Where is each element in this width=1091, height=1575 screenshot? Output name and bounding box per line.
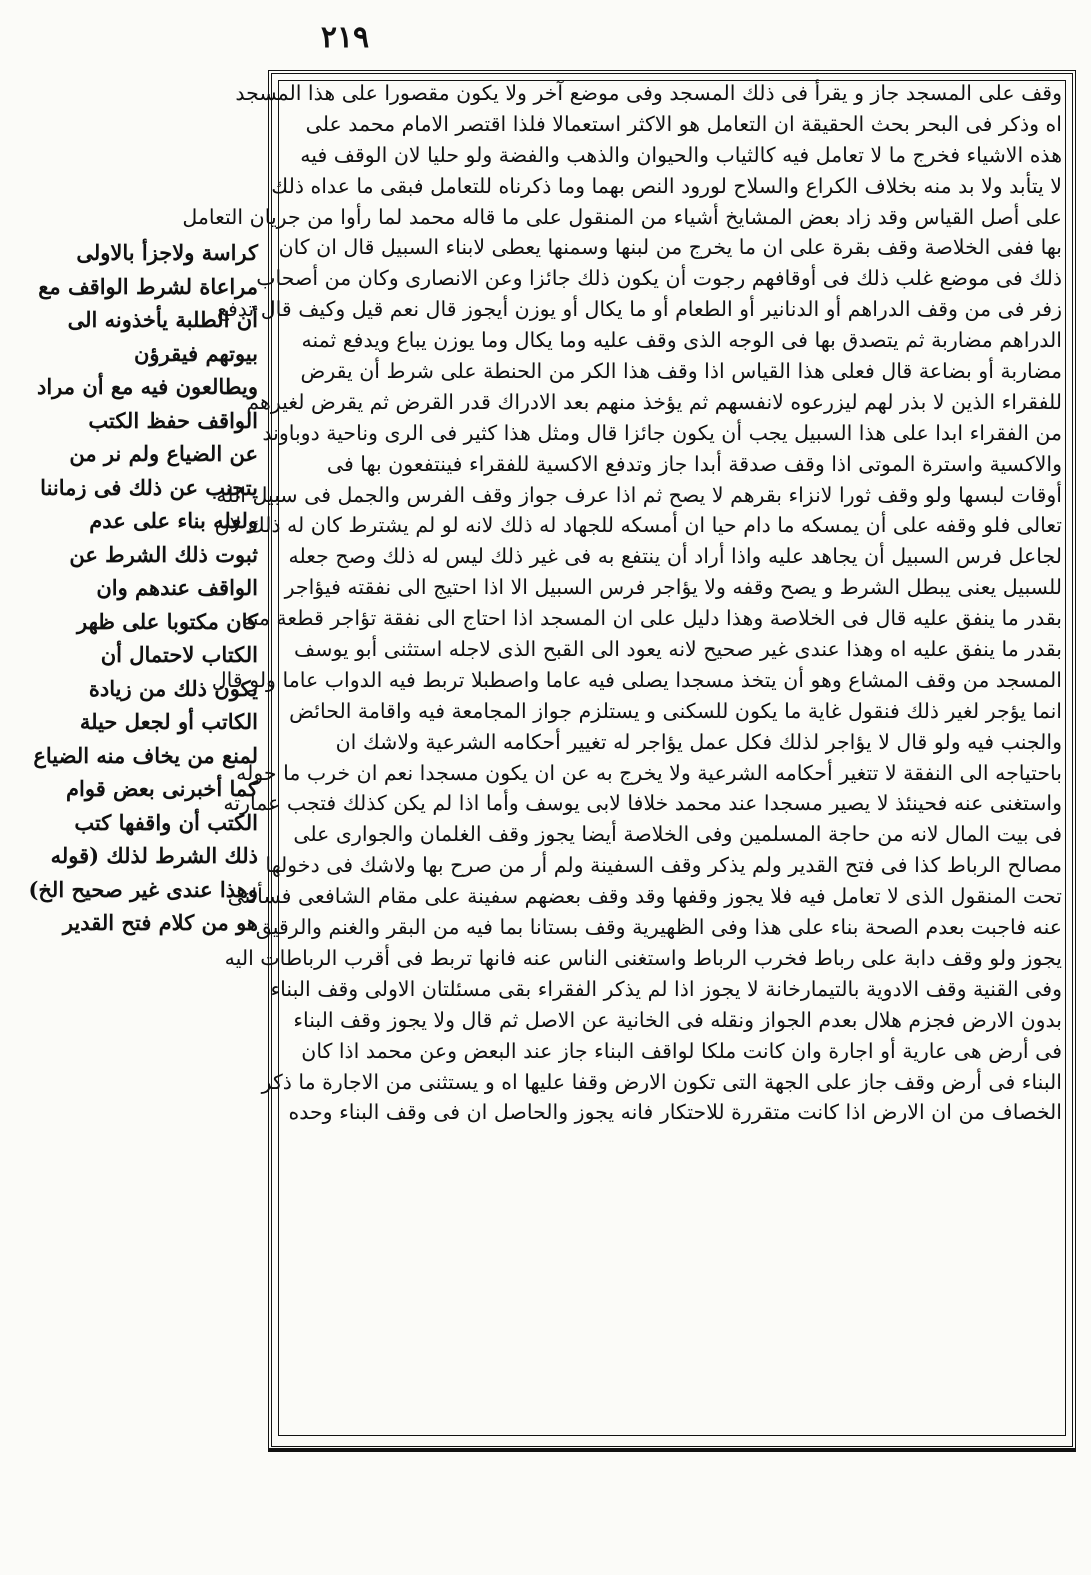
margin-note-line: هو من كلام فتح القدير (62, 910, 258, 935)
margin-note-line: يكون ذلك من زيادة (88, 675, 258, 701)
margin-note-line: الواقف عندهم وان (96, 575, 258, 600)
margin-note-line: ويطالعون فيه مع أن مراد (37, 374, 258, 399)
main-text-line: من الفقراء ابدا على هذا السبيل يجب أن يكون جائزا قال ومثل هذا كثير فى الرى وناحية دوباوند (262, 420, 1062, 445)
margin-note-line: ثبوت ذلك الشرط عن (69, 541, 258, 567)
main-text-line: واستغنى عنه فحينئذ لا يصير مسجدا عند محمد خلافا لابى يوسف وأما اذا لم يكن كذلك فتجب عمارته (223, 791, 1062, 816)
main-text-line: على أصل القياس وقد زاد بعض المشايخ أشياء من المنقول على ما قاله محمد لما رأوا من جريان التعامل (182, 204, 1062, 229)
main-text-line: بقدر ما ينفق عليه قال فى الخلاصة وهذا دليل على ان المسجد اذا احتاج الى نفقة تؤاجر قطعة منه (241, 606, 1062, 631)
page-number: ٢١٩ (320, 20, 370, 55)
main-text-line: زفر فى من وقف الدراهم أو الدنانير أو الطعام أو ما يكال أو يوزن أيجوز قال نعم قيل وكيف قال تدفع (217, 297, 1062, 322)
margin-note-line: أن الطلبة يأخذونه الى (67, 307, 258, 332)
main-text-line: لجاعل فرس السبيل أن يجاهد عليه واذا أراد أن ينتفع به فى غير ذلك ليس له ذلك وصح جعله (288, 544, 1062, 569)
main-text-line: بدون الارض فجزم هلال بعدم الجواز ونقله فى الخانية عن الاصل ثم قال ولا يجوز وقف البناء (293, 1007, 1062, 1032)
margin-note-line: ذلك الشرط لذلك (قوله (50, 843, 258, 868)
margin-note-line: ولعله بناء على عدم (89, 508, 258, 533)
main-text-line: لا يتأبد ولا بد منه بخلاف الكراع والسلاح لورود النص بهما وما ذكرناه للتعامل فبقى ما عداه ذلك (271, 173, 1062, 198)
margin-note-line: كراسة ولاجزأ بالاولى (76, 240, 258, 265)
main-text-line: المسجد من وقف المشاع وهو أن يتخذ مسجدا يصلى فيه عاما واصطبلا تربط فيه الدواب عاما ولو قال (211, 667, 1062, 692)
margin-note-line: وهذا عندى غير صحيح الخ) (28, 876, 258, 902)
main-text-line: تحت المنقول الذى لا تعامل فيه فلا يجوز وقفها وقد وقف بعضهم سفينة على مقام الشافعى فسألنى (227, 884, 1062, 909)
main-text-line: أوقات لبسها ولو وقف ثورا لانزاء بقرهم لا يصح ثم اذا عرف جواز وقف الفرس والجمل فى سبيل الله (216, 482, 1062, 507)
main-text-line: يجوز ولو وقف دابة على رباط فخرب الرباط واستغنى الناس عنه فانها تربط فى أقرب الرباطات اليه (224, 945, 1062, 970)
margin-note-line: الكتاب لاحتمال أن (100, 642, 258, 667)
main-text-line: تعالى فلو وقفه على أن يمسكه ما دام حيا ان أمسكه للجهاد له ذلك لانه لو لم يشترط كان له ذلك لان (214, 513, 1062, 538)
margin-note-line: كان مكتوبا على ظهر (77, 608, 258, 634)
main-text-line: بها ففى الخلاصة وقف بقرة على ان ما يخرج من لبنها وسمنها يعطى لابناء السبيل قال ان كان (278, 235, 1062, 260)
main-text-line: بقدر ما ينفق عليه اه وهذا عندى غير صحيح لانه يعود الى القبح الذى لاجله استثنى أبو يوسف (294, 637, 1062, 662)
main-text-line: البناء فى أرض وقف جاز على الجهة التى تكون الارض وقفا عليها اه و يستثنى من الاجارة ما ذكر (261, 1069, 1062, 1094)
margin-note-line: الواقف حفظ الكتب (88, 407, 258, 433)
main-text-line: وقف على المسجد جاز و يقرأ فى ذلك المسجد وفى موضع آخر ولا يكون مقصورا على هذا المسجد (235, 81, 1062, 105)
main-text-line: والاكسية واسترة الموتى اذا وقف صدقة أبدا جاز وتدفع الاكسية للفقراء فينتفعون بها فى (326, 451, 1062, 476)
main-text-line: هذه الاشياء فخرج ما لا تعامل فيه كالثياب والحيوان والذهب والفضة ولو حليا لان الوقف فيه (300, 142, 1062, 167)
margin-note-line: كما أخبرنى بعض قوام (66, 776, 258, 801)
margin-note-line: مراعاة لشرط الواقف مع (38, 273, 258, 299)
main-text-line: انما يؤجر لغير ذلك فنقول غاية ما يكون للسكنى و يستلزم جواز المجامعة فيه واقامة الحائض (289, 698, 1062, 723)
margin-note-line: بيوتهم فيقرؤن (134, 340, 258, 366)
bottom-rule (268, 1448, 1076, 1452)
main-text-line: وفى القنية وقف الادوية بالتيمارخانة لا يجوز اذا لم يذكر الفقراء بقى مسئلتان الاولى وقف البناء (270, 976, 1062, 1001)
main-text-line: فى بيت المال لانه من حاجة المسلمين وفى الخلاصة أيضا يجوز وقف الغلمان والجوارى على (293, 822, 1062, 847)
main-text-line: والجنب فيه ولو قال لا يؤاجر لذلك فكل عمل يؤاجر له تغيير أحكامه الشرعية ولاشك ان (335, 729, 1062, 754)
main-text-line: للفقراء الذين لا بذر لهم ليزرعوه لانفسهم ثم يؤخذ منهم بعد الادراك قدر القرض ثم يقرض لغيرهم (246, 389, 1062, 414)
main-text-line: باحتياجه الى النفقة لا تتغير أحكامه الشرعية ولا يخرج به عن ان يكون مسجدا نعم ان خرب ما حوله (236, 760, 1062, 785)
main-text-line: للسبيل يعنى يبطل الشرط و يصح وقفه ولا يؤاجر فرس السبيل الا اذا احتيج الى نفقته فيؤاجر (284, 575, 1062, 600)
main-text-line: مصالح الرباط كذا فى فتح القدير ولم يذكر وقف السفينة ولم أر من صرح بها ولاشك فى دخولها (265, 853, 1062, 878)
main-text-line: مضاربة أو بضاعة قال فعلى هذا القياس اذا وقف هذا الكر من الحنطة على شرط أن يقرض (300, 359, 1062, 384)
margin-note-line: يتجنب عن ذلك فى زماننا (40, 474, 258, 500)
main-text-line: فى أرض هى عارية أو اجارة وان كانت ملكا لواقف البناء جاز عند البعض وعن محمد اذا كان (301, 1038, 1062, 1063)
margin-note-line: لمنع من يخاف منه الضياع (33, 742, 258, 768)
margin-commentary (28, 236, 258, 940)
main-text-line: الخصاف من ان الارض اذا كانت متقررة للاحتكار فانه يجوز والحاصل ان فى وقف البناء وحده (288, 1100, 1062, 1125)
main-text-line: ذلك فى موضع غلب ذلك فى أوقافهم رجوت أن يكون ذلك جائزا وعن الانصارى وكان من أصحاب (256, 266, 1062, 291)
margin-note-line: عن الضياع ولم نر من (69, 441, 258, 466)
main-text-line: اه وذكر فى البحر بحث الحقيقة ان التعامل هو الاكثر استعمالا فلذا اقتصر الامام محمد على (305, 111, 1062, 136)
margin-note-line: الكتب أن واقفها كتب (74, 809, 258, 835)
margin-note-line: الكاتب أو لجعل حيلة (79, 709, 258, 734)
main-text-line: عنه فاجبت بعدم الصحة بناء على هذا وفى الظهيرية وقف بستانا بما فيه من البقر والغنم والرقيق (255, 915, 1062, 940)
main-text-line: الدراهم مضاربة ثم يتصدق بها فى الوجه الذى وقف عليه وما يكال وما يوزن يباع ويدفع ثمنه (301, 328, 1062, 353)
